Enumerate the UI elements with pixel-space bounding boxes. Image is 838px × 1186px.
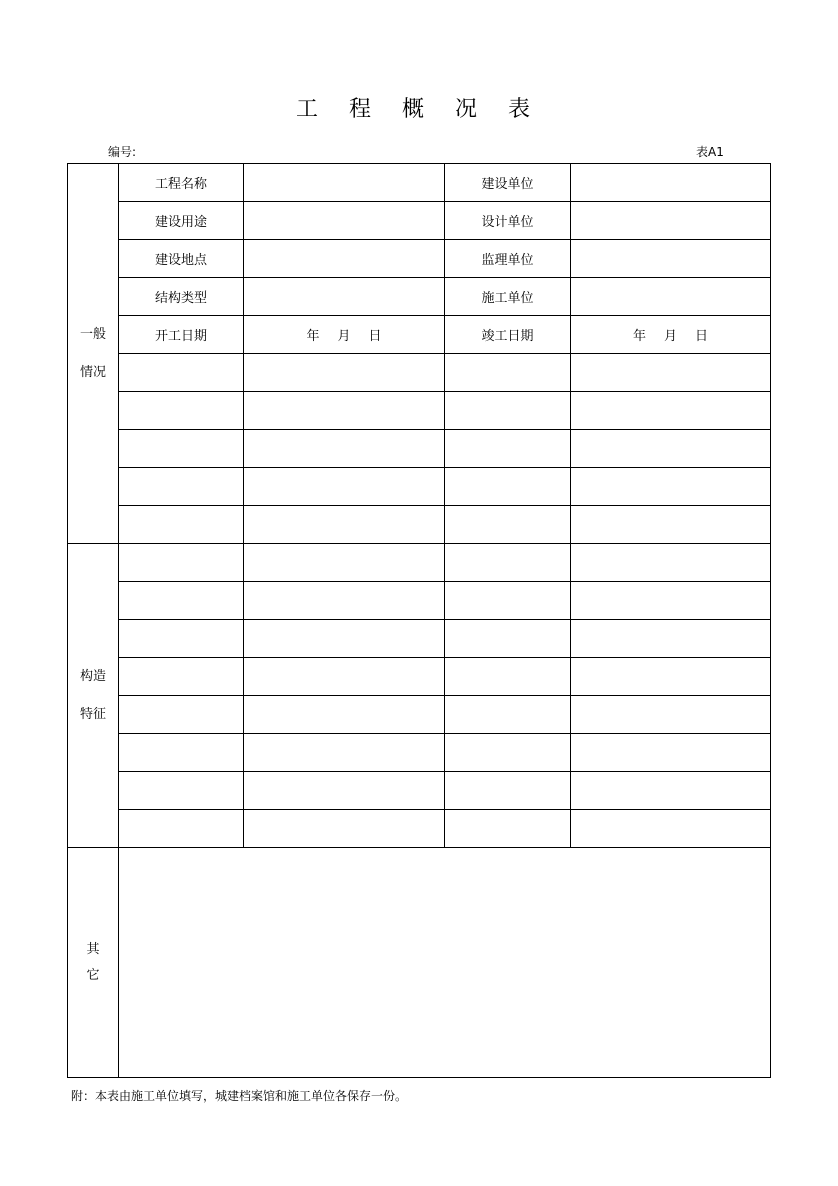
table-cell[interactable] xyxy=(244,696,445,734)
label-contractor: 施工单位 xyxy=(445,278,571,316)
table-cell[interactable] xyxy=(244,392,445,430)
field-project-name[interactable] xyxy=(244,164,445,202)
table-cell[interactable] xyxy=(571,430,771,468)
table-cell[interactable] xyxy=(445,544,571,582)
table-cell[interactable] xyxy=(571,620,771,658)
field-structure-type[interactable] xyxy=(244,278,445,316)
label-structure-type: 结构类型 xyxy=(119,278,244,316)
table-cell[interactable] xyxy=(119,658,244,696)
table-cell[interactable] xyxy=(119,696,244,734)
label-purpose: 建设用途 xyxy=(119,202,244,240)
table-cell[interactable] xyxy=(119,468,244,506)
table-cell[interactable] xyxy=(445,468,571,506)
table-cell[interactable] xyxy=(244,734,445,772)
document-number-label: 编号: xyxy=(108,145,137,159)
table-cell[interactable] xyxy=(119,772,244,810)
label-project-name: 工程名称 xyxy=(119,164,244,202)
label-construction-unit: 建设单位 xyxy=(445,164,571,202)
table-cell[interactable] xyxy=(119,734,244,772)
page-title: 工 程 概 况 表 xyxy=(296,97,542,122)
table-cell[interactable] xyxy=(571,468,771,506)
form-code: 表A1 xyxy=(696,145,724,159)
table-cell[interactable] xyxy=(119,392,244,430)
table-cell[interactable] xyxy=(445,392,571,430)
table-cell[interactable] xyxy=(571,582,771,620)
field-construction-unit[interactable] xyxy=(571,164,771,202)
table-cell[interactable] xyxy=(119,430,244,468)
table-cell[interactable] xyxy=(571,810,771,848)
table-cell[interactable] xyxy=(119,354,244,392)
field-location[interactable] xyxy=(244,240,445,278)
field-design-unit[interactable] xyxy=(571,202,771,240)
table-cell[interactable] xyxy=(119,506,244,544)
table-cell[interactable] xyxy=(571,658,771,696)
section-label-other: 其 它 xyxy=(68,848,119,1078)
table-cell[interactable] xyxy=(119,620,244,658)
table-cell[interactable] xyxy=(244,468,445,506)
table-cell[interactable] xyxy=(445,696,571,734)
table-cell[interactable] xyxy=(119,544,244,582)
table-cell[interactable] xyxy=(571,696,771,734)
table-cell[interactable] xyxy=(244,430,445,468)
label-design-unit: 设计单位 xyxy=(445,202,571,240)
footnote: 附：本表由施工单位填写，城建档案馆和施工单位各保存一份。 xyxy=(71,1089,408,1103)
field-other-notes[interactable] xyxy=(119,848,771,1078)
table-cell[interactable] xyxy=(445,430,571,468)
table-cell[interactable] xyxy=(244,658,445,696)
table-cell[interactable] xyxy=(445,734,571,772)
section-label-structure: 构造 特征 xyxy=(68,544,119,848)
table-cell[interactable] xyxy=(445,772,571,810)
label-completion-date: 竣工日期 xyxy=(445,316,571,354)
table-cell[interactable] xyxy=(244,582,445,620)
table-cell[interactable] xyxy=(445,658,571,696)
table-cell[interactable] xyxy=(244,772,445,810)
table-cell[interactable] xyxy=(445,354,571,392)
table-cell[interactable] xyxy=(571,392,771,430)
label-location: 建设地点 xyxy=(119,240,244,278)
field-start-date[interactable]: 年 月 日 xyxy=(244,316,445,354)
table-cell[interactable] xyxy=(244,620,445,658)
table-cell[interactable] xyxy=(571,506,771,544)
table-cell[interactable] xyxy=(244,506,445,544)
field-contractor[interactable] xyxy=(571,278,771,316)
table-cell[interactable] xyxy=(244,544,445,582)
field-completion-date[interactable]: 年 月 日 xyxy=(571,316,771,354)
table-cell[interactable] xyxy=(445,506,571,544)
table-cell[interactable] xyxy=(119,582,244,620)
field-purpose[interactable] xyxy=(244,202,445,240)
table-cell[interactable] xyxy=(571,734,771,772)
project-overview-table xyxy=(67,163,771,1078)
table-cell[interactable] xyxy=(571,772,771,810)
table-cell[interactable] xyxy=(445,810,571,848)
table-cell[interactable] xyxy=(119,810,244,848)
table-cell[interactable] xyxy=(445,582,571,620)
table-cell[interactable] xyxy=(571,544,771,582)
table-cell[interactable] xyxy=(244,810,445,848)
table-cell[interactable] xyxy=(571,354,771,392)
label-start-date: 开工日期 xyxy=(119,316,244,354)
label-supervision-unit: 监理单位 xyxy=(445,240,571,278)
table-cell[interactable] xyxy=(244,354,445,392)
section-label-general: 一般 情况 xyxy=(68,164,119,544)
table-cell[interactable] xyxy=(445,620,571,658)
field-supervision-unit[interactable] xyxy=(571,240,771,278)
